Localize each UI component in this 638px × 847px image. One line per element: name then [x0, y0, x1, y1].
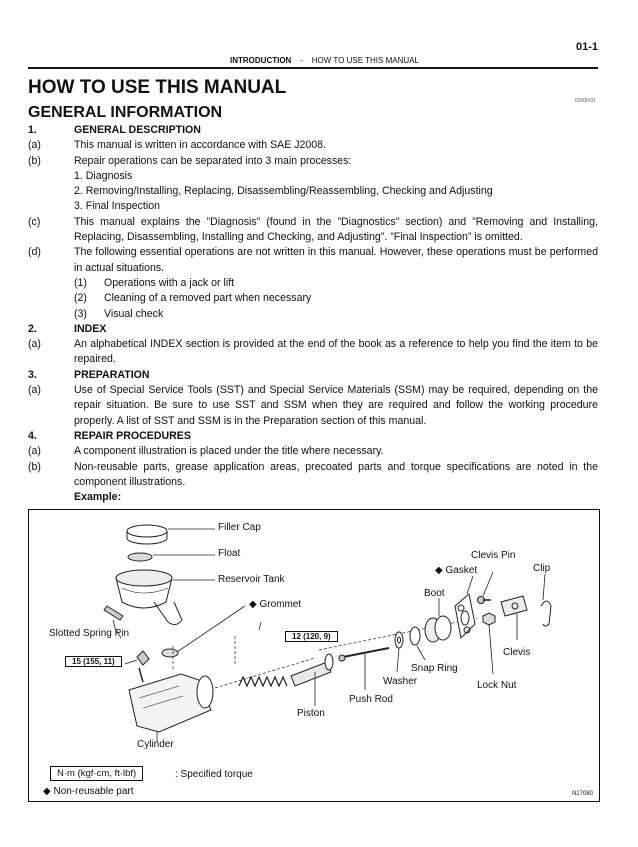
label-clevis: Clevis [503, 647, 531, 658]
washer-part [395, 632, 403, 672]
s3-heading: 3. PREPARATION [28, 368, 150, 381]
s2-a: (a) An alphabetical INDEX section is provided at the end of the book as a reference to help you find the item to be repaired. [28, 338, 598, 366]
s3-a: (a) Use of Special Service Tools (SST) and Special Service Materials (SSM) may be required, depending on the repair situation. Be sure to use SST and SSM when they are required and follow the working procedure properly. A list of SST and SSM is in the Preparation section of this manual. [28, 384, 598, 427]
s2-heading: 2. INDEX [28, 322, 107, 335]
reservoir-tank-part [116, 570, 215, 625]
s1-d-item: (1) Operations with a jack or lift [74, 276, 235, 289]
clip-part [541, 574, 551, 626]
s4-heading: 4. REPAIR PROCEDURES [28, 429, 191, 442]
label-boot: Boot [424, 588, 445, 599]
page-title: HOW TO USE THIS MANUAL [28, 77, 287, 98]
s4-a: (a) A component illustration is placed under the title where necessary. [28, 445, 384, 458]
header-separator: - [300, 56, 303, 65]
label-piston: Piston [297, 708, 325, 719]
torque-legend-box: N·m (kgf·cm, ft·lbf) [50, 766, 143, 781]
s1-heading: 1. GENERAL DESCRIPTION [28, 124, 201, 136]
figure-id: N17080 [571, 791, 593, 797]
s1-b-item: 1. Diagnosis [74, 169, 133, 182]
gasket-part [455, 576, 475, 638]
grommet-part [162, 606, 245, 657]
label-push-rod: Push Rod [349, 694, 393, 705]
section-title: GENERAL INFORMATION [28, 104, 223, 121]
nonreusable-legend: ◆ Non-reusable part [43, 786, 134, 797]
boot-part [425, 598, 451, 642]
clevis-part [501, 596, 527, 640]
header-section: INTRODUCTION [230, 56, 292, 65]
torque-spec-2: 15 (155, 11) [65, 656, 122, 667]
body-text [28, 123, 598, 505]
slotted-spring-pin-part [104, 606, 123, 628]
label-clevis-pin: Clevis Pin [471, 550, 516, 561]
header-subsection: HOW TO USE THIS MANUAL [311, 56, 419, 65]
s1-d-item: (3) Visual check [74, 307, 164, 320]
label-clip: Clip [533, 563, 551, 574]
torque-legend-text: : Specified torque [175, 769, 253, 780]
label-gasket: ◆ Gasket [435, 565, 478, 576]
label-washer: Washer [383, 676, 418, 687]
lock-nut-part [483, 613, 495, 674]
s1-b-item: 3. Final Inspection [74, 200, 160, 213]
float-part [128, 553, 215, 561]
example-label: Example: [74, 491, 122, 504]
doc-code: 01000-01 [574, 98, 596, 104]
cylinder-part [129, 674, 213, 742]
running-header [230, 56, 419, 65]
s1-d-item: (2) Cleaning of a removed part when necessary [74, 292, 312, 305]
leader-lines [115, 622, 261, 638]
example-figure [28, 509, 600, 802]
label-lock-nut: Lock Nut [477, 680, 517, 691]
s1-b: (b) Repair operations can be separated into 3 main processes: [28, 154, 352, 167]
clevis-pin-part [478, 572, 494, 604]
label-snap-ring: Snap Ring [411, 663, 458, 674]
s1-d: (d) The following essential operations are not written in this manual. However, these operations must be performed in actual situations. [28, 246, 598, 274]
label-slotted-spring-pin: Slotted Spring Pin [49, 628, 130, 639]
snap-ring-part [410, 627, 425, 660]
label-filler-cap: Filler Cap [218, 522, 261, 533]
s1-c: (c) This manual explains the ”Diagnosis” (found in the ”Diagnostics” section) and ”Removing and Installing, Replacing, Disassembling, Installing and Checking, and Adjusting”. ”Final Inspection” is omitted. [28, 215, 598, 244]
page-number: 01-1 [575, 41, 598, 53]
filler-cap-part [127, 525, 215, 544]
s1-a: (a) This manual is written in accordance with SAE J2008. [28, 139, 327, 152]
s1-b-item: 2. Removing/Installing, Replacing, Disassembling/Reassembling, Checking and Adjusting [74, 185, 493, 198]
label-reservoir-tank: Reservoir Tank [218, 574, 285, 585]
fitting-part [125, 651, 149, 682]
torque-spec-1: 12 (120, 9) [285, 631, 338, 642]
header-rule [28, 67, 598, 69]
push-rod-part [339, 648, 389, 690]
label-cylinder: Cylinder [137, 739, 174, 750]
label-grommet: ◆ Grommet [249, 599, 302, 610]
piston-part [291, 654, 333, 706]
s4-b: (b) Non-reusable parts, grease application areas, precoated parts and torque specifications are noted in the component illustrations. [28, 460, 598, 488]
label-float: Float [218, 548, 241, 559]
